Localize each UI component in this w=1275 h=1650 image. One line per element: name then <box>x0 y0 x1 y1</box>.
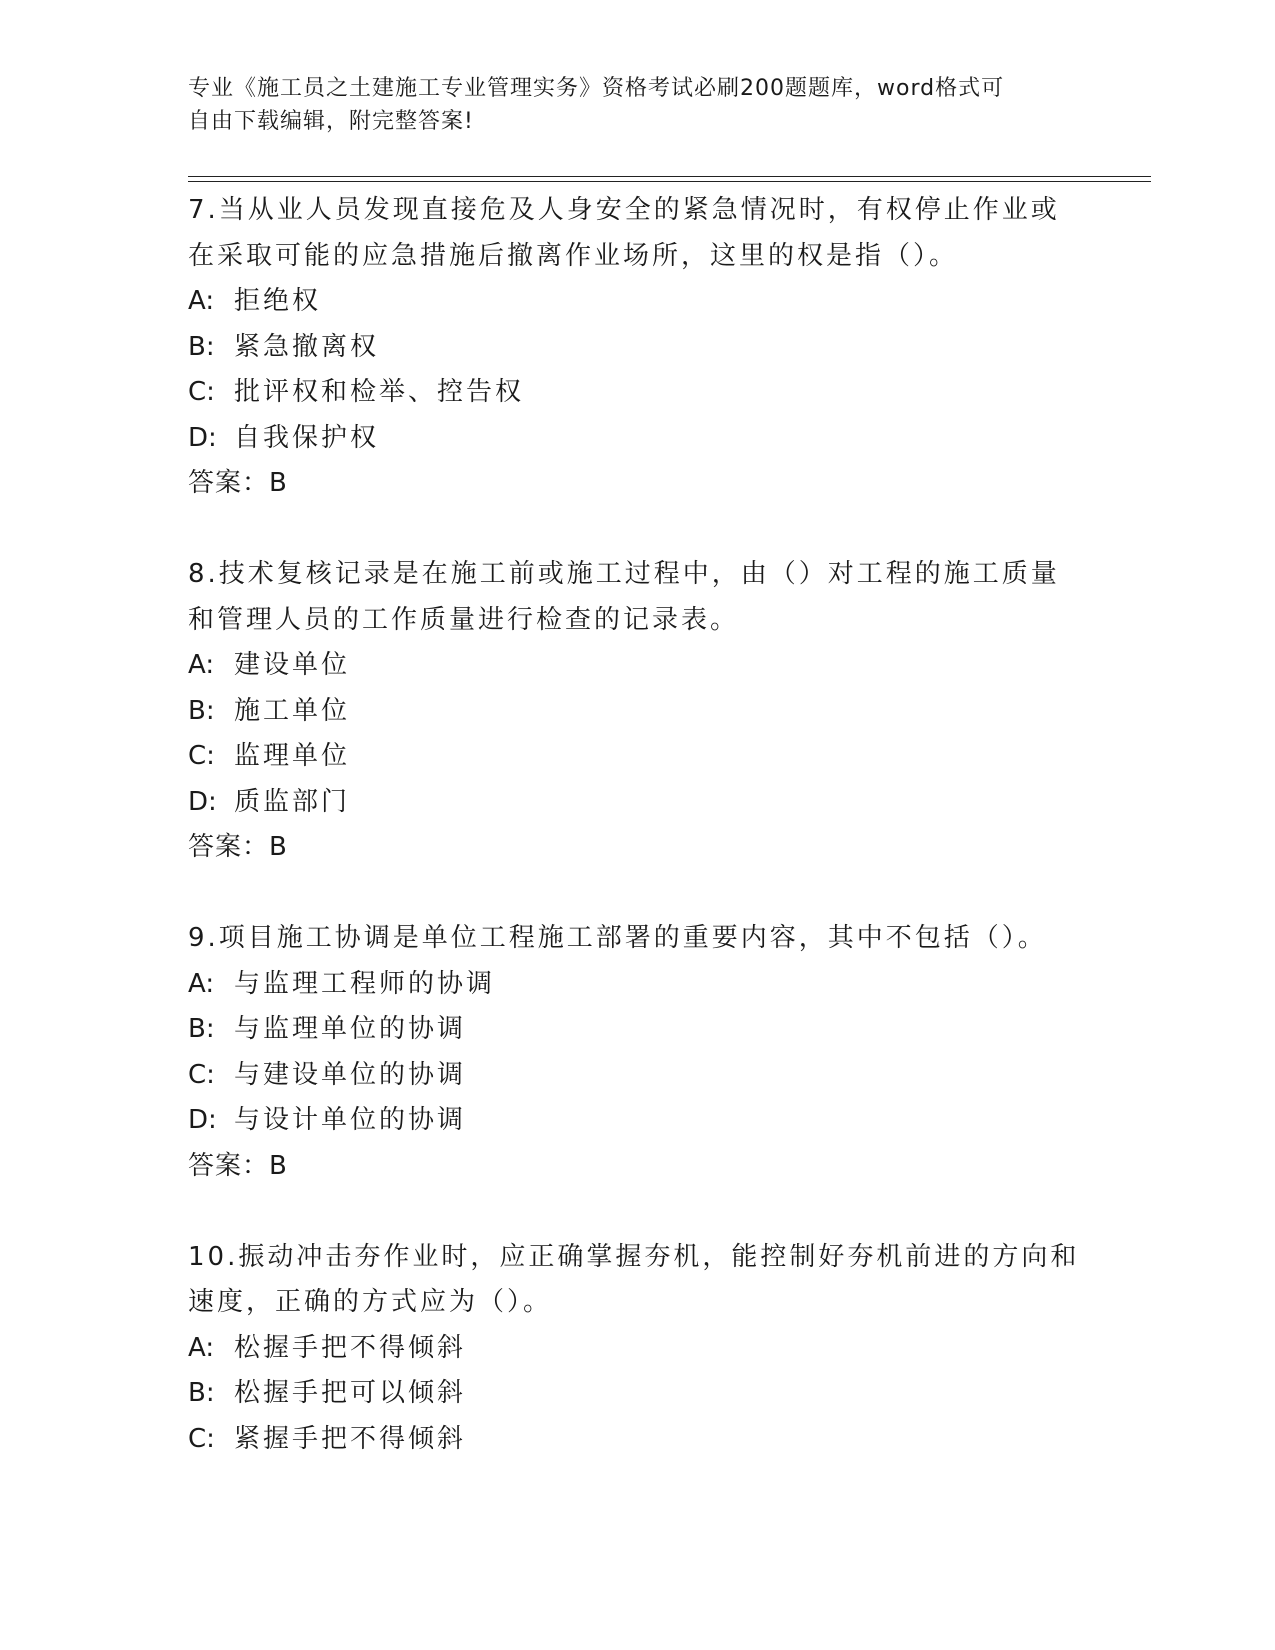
answer-line <box>188 1144 1088 1190</box>
option-letter: B: <box>188 1378 215 1408</box>
question-stem-line: 在采取可能的应急措施后撤离作业场所，这里的权是指（）。 <box>188 240 959 271</box>
option-text: 自我保护权 <box>234 422 380 453</box>
option-text: 施工单位 <box>234 695 351 726</box>
option-a <box>188 643 1088 689</box>
question-stem-line: 9.项目施工协调是单位工程施工部署的重要内容，其中不包括（）。 <box>188 923 1047 953</box>
answer-label: 答案： <box>188 832 270 862</box>
option-letter: C: <box>188 741 215 771</box>
option-letter: C: <box>188 377 215 407</box>
question-stem-line: 速度，正确的方式应为（）。 <box>188 1287 553 1317</box>
answer-line <box>188 461 1088 507</box>
option-text: 与监理单位的协调 <box>234 1014 467 1044</box>
option-letter: A: <box>188 968 215 999</box>
question-list <box>188 188 1088 1462</box>
question-10 <box>188 1235 1088 1463</box>
option-text: 与监理工程师的协调 <box>234 968 496 999</box>
document-header <box>188 72 1068 138</box>
question-7 <box>188 188 1088 507</box>
option-d <box>188 1098 1088 1144</box>
answer-value: B <box>269 832 288 862</box>
option-text: 批评权和检举、控告权 <box>234 377 525 407</box>
option-c <box>188 1053 1088 1099</box>
option-a <box>188 279 1088 325</box>
option-d <box>188 780 1088 826</box>
question-8 <box>188 552 1088 871</box>
option-letter: B: <box>188 695 215 726</box>
option-letter: D: <box>188 422 217 453</box>
header-line-1: 专业《施工员之土建施工专业管理实务》资格考试必刷200题题库，word格式可 <box>188 76 1005 101</box>
option-text: 紧急撤离权 <box>234 331 380 362</box>
question-spacer <box>188 507 1088 553</box>
answer-value: B <box>269 1150 288 1181</box>
option-b <box>188 1007 1088 1053</box>
option-c <box>188 734 1088 780</box>
option-letter: A: <box>188 1332 215 1363</box>
option-letter: C: <box>188 1059 215 1090</box>
option-b <box>188 325 1088 371</box>
question-stem-line: 7.当从业人员发现直接危及人身安全的紧急情况时，有权停止作业或 <box>188 195 1060 225</box>
option-text: 与建设单位的协调 <box>234 1059 467 1090</box>
option-letter: C: <box>188 1423 215 1454</box>
option-text: 与设计单位的协调 <box>234 1105 467 1135</box>
option-a <box>188 962 1088 1008</box>
option-text: 紧握手把不得倾斜 <box>234 1423 467 1454</box>
answer-line <box>188 825 1088 871</box>
header-divider-bottom <box>188 181 1151 182</box>
question-stem-line: 10.振动冲击夯作业时，应正确掌握夯机，能控制好夯机前进的方向和 <box>188 1241 1080 1272</box>
option-text: 松握手把不得倾斜 <box>234 1332 467 1363</box>
option-text: 建设单位 <box>234 650 351 680</box>
option-text: 拒绝权 <box>234 286 322 316</box>
option-letter: A: <box>188 286 215 316</box>
option-letter: B: <box>188 1014 215 1044</box>
option-letter: D: <box>188 1105 217 1135</box>
option-a <box>188 1326 1088 1372</box>
option-letter: B: <box>188 331 215 362</box>
option-c <box>188 370 1088 416</box>
option-text: 松握手把可以倾斜 <box>234 1378 467 1408</box>
question-spacer <box>188 871 1088 917</box>
option-letter: D: <box>188 786 217 817</box>
option-c <box>188 1417 1088 1463</box>
answer-label: 答案： <box>188 1150 270 1181</box>
option-d <box>188 416 1088 462</box>
question-stem-line: 和管理人员的工作质量进行检查的记录表。 <box>188 604 740 635</box>
question-stem-line: 8.技术复核记录是在施工前或施工过程中，由（）对工程的施工质量 <box>188 559 1060 589</box>
answer-value: B <box>269 468 288 498</box>
option-text: 质监部门 <box>234 786 351 817</box>
option-text: 监理单位 <box>234 741 351 771</box>
option-letter: A: <box>188 650 215 680</box>
header-line-2: 自由下载编辑，附完整答案! <box>188 109 474 134</box>
question-spacer <box>188 1189 1088 1235</box>
question-9 <box>188 916 1088 1189</box>
header-divider-top <box>188 176 1151 177</box>
option-b <box>188 1371 1088 1417</box>
answer-label: 答案： <box>188 468 270 498</box>
option-b <box>188 689 1088 735</box>
